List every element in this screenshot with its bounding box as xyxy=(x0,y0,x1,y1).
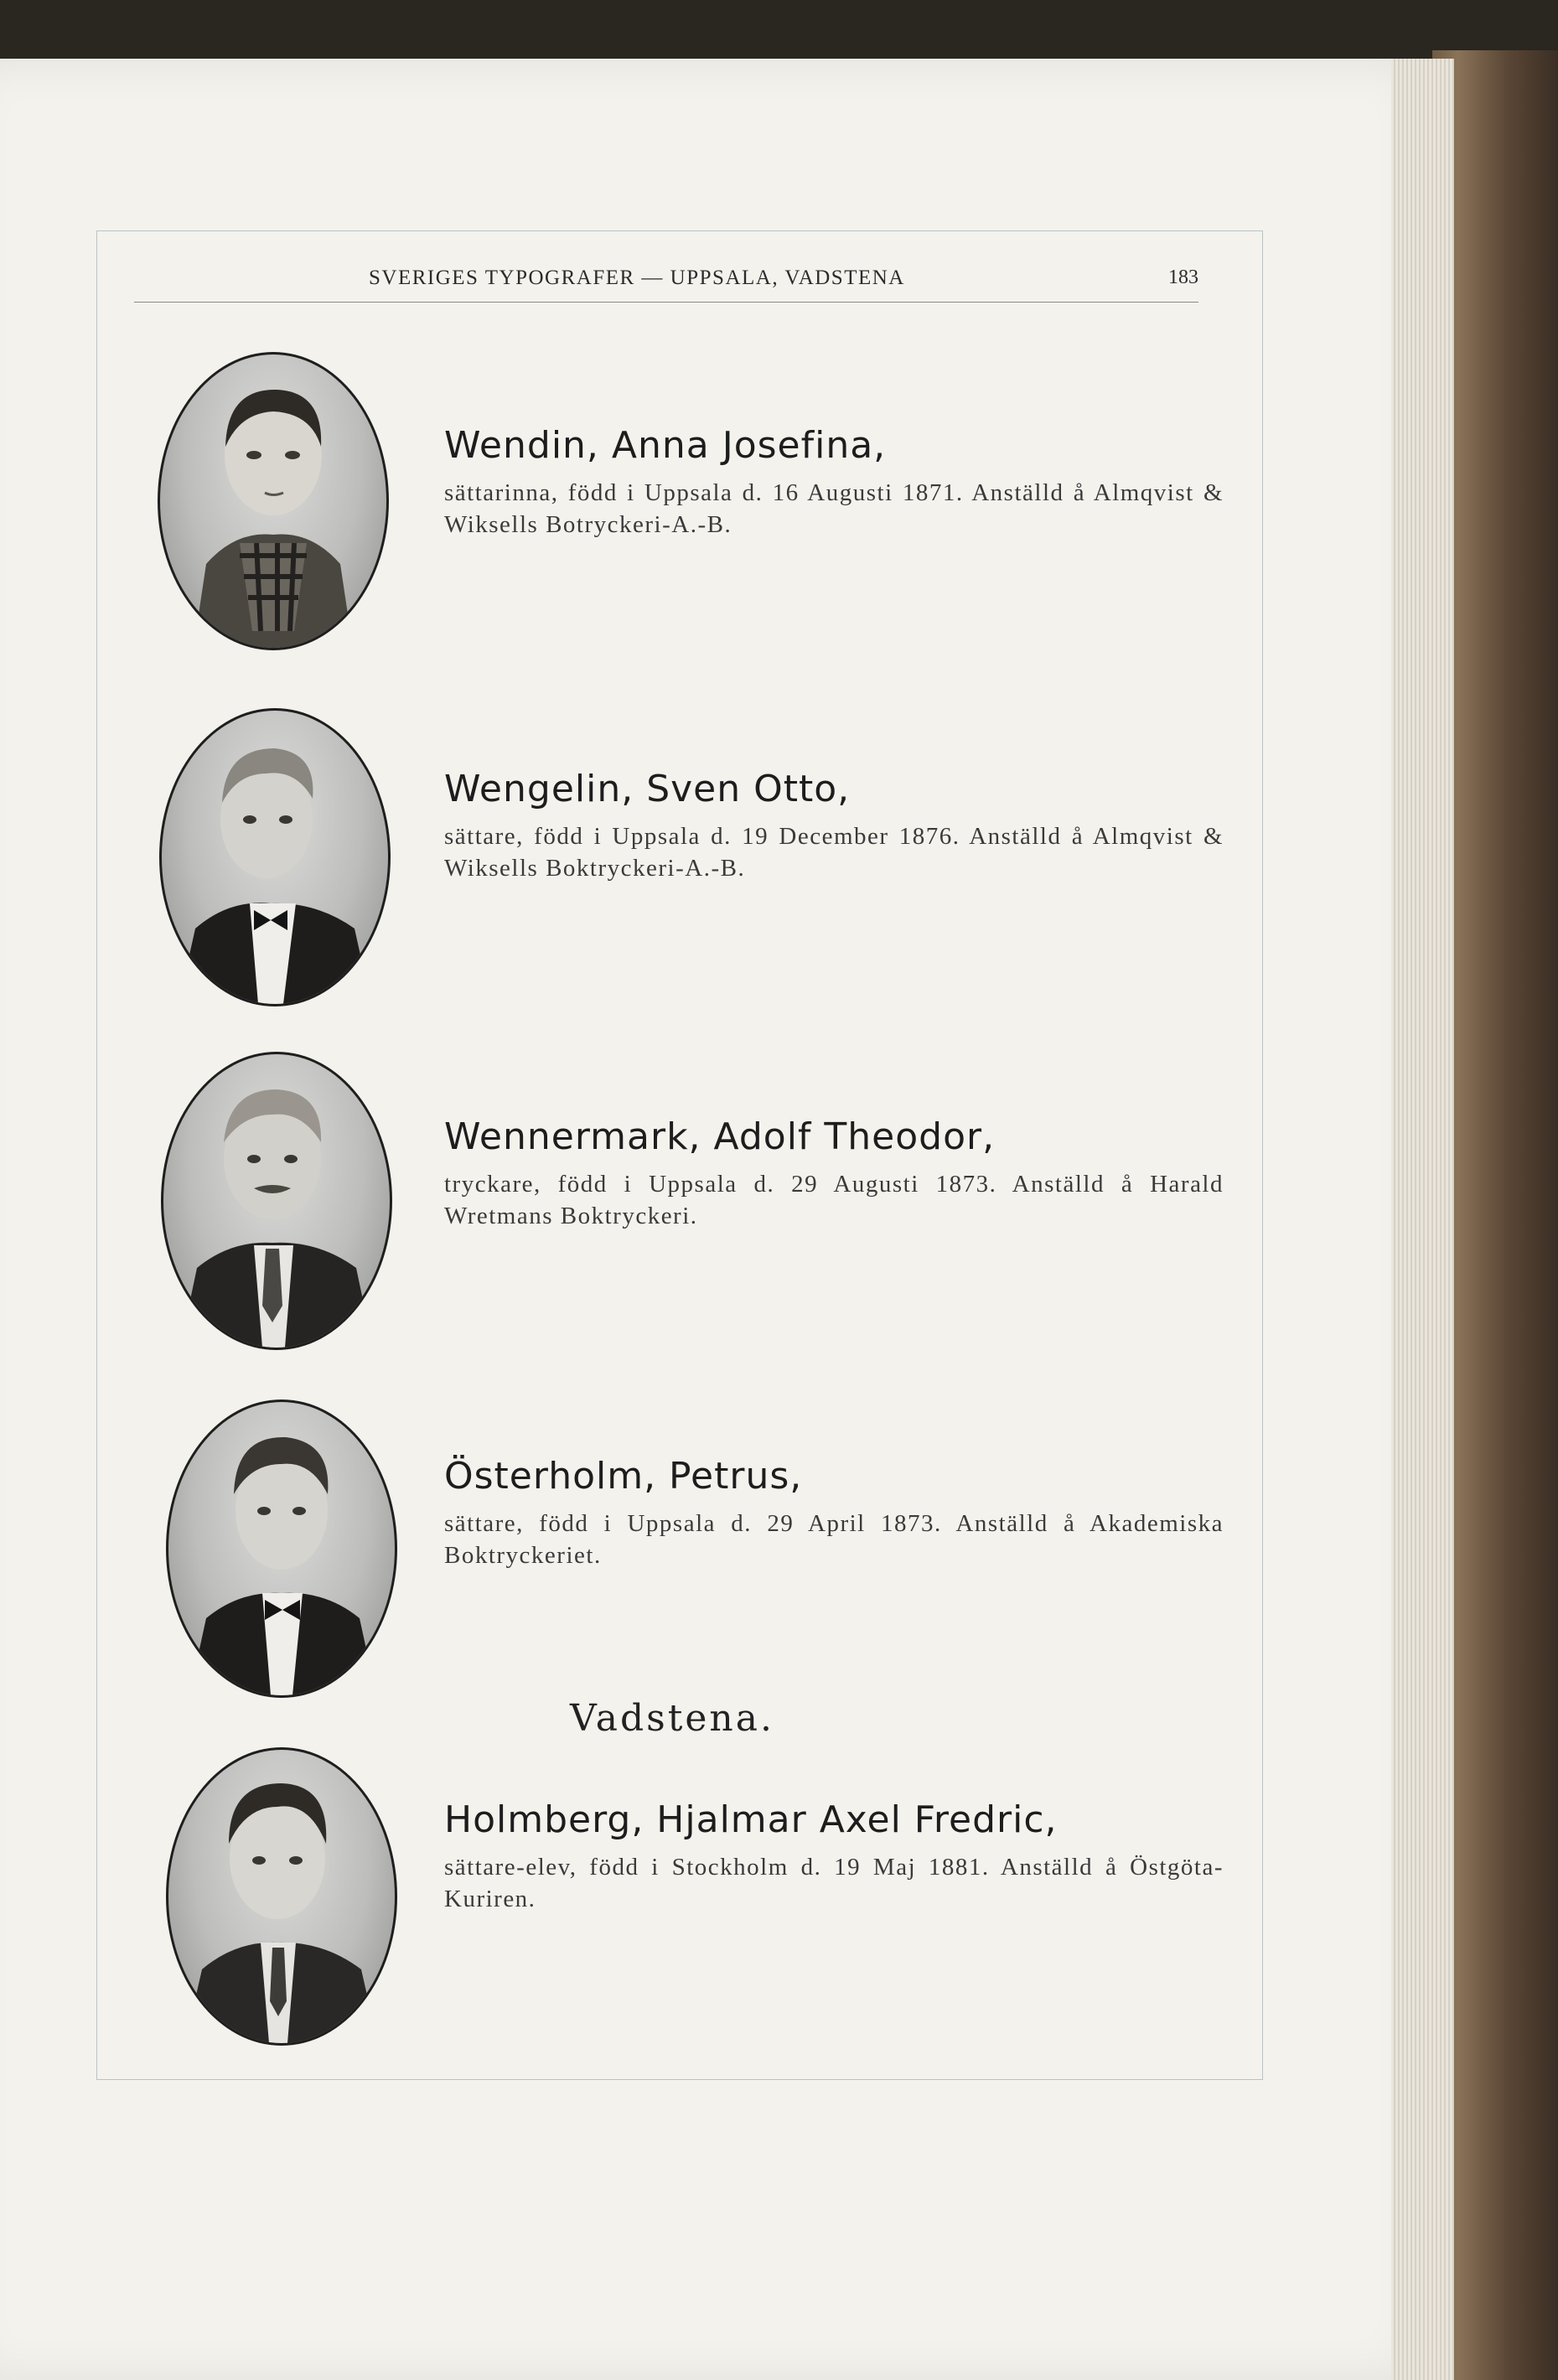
entry-name: Wengelin, Sven Otto, xyxy=(444,768,851,810)
portrait-wengelin xyxy=(159,708,391,1006)
portrait-wendin xyxy=(158,352,389,650)
entry-wendin xyxy=(444,423,1224,541)
man-portrait-icon xyxy=(162,711,388,1004)
entry-text: sättare, född i Uppsala d. 29 April 1873. Anställd å Akademiska Boktryckeriet. xyxy=(444,1510,1224,1569)
entry-text: sättare, född i Uppsala d. 19 December 1876. Anställd å Almqvist & Wiksells Boktryckeri-A.-B. xyxy=(444,823,1224,882)
entry-osterholm xyxy=(444,1454,1224,1571)
entry-name: Österholm, Petrus, xyxy=(444,1455,803,1498)
portrait-osterholm xyxy=(166,1400,397,1698)
entry-name: Wendin, Anna Josefina, xyxy=(444,424,887,467)
entry-text: sättare-elev, född i Stockholm d. 19 Maj 1881. Anställd å Östgöta-Kuriren. xyxy=(444,1854,1224,1912)
section-heading: Vadstena. xyxy=(570,1697,774,1740)
man-portrait-icon xyxy=(168,1402,395,1695)
entry-name: Wennermark, Adolf Theodor, xyxy=(444,1115,996,1158)
portrait-wennermark xyxy=(161,1052,392,1350)
entry-wengelin xyxy=(444,767,1224,884)
entry-holmberg xyxy=(444,1798,1224,1915)
page-edges xyxy=(1391,59,1454,2380)
man-portrait-icon xyxy=(168,1750,395,2043)
page-number: 183 xyxy=(1168,266,1198,288)
running-head xyxy=(134,260,1198,303)
man-portrait-icon xyxy=(163,1054,390,1348)
portrait-holmberg xyxy=(166,1747,397,2046)
entry-name: Holmberg, Hjalmar Axel Fredric, xyxy=(444,1798,1058,1841)
running-head-title: SVERIGES TYPOGRAFER — UPPSALA, VADSTENA xyxy=(369,266,905,289)
entry-text: sättarinna, född i Uppsala d. 16 Augusti 1871. Anställd å Almqvist & Wiksells Botryckeri-A.-B. xyxy=(444,479,1224,538)
entry-wennermark xyxy=(444,1115,1224,1232)
entry-text: tryckare, född i Uppsala d. 29 Augusti 1873. Anställd å Harald Wretmans Boktryckeri. xyxy=(444,1171,1224,1229)
woman-portrait-icon xyxy=(160,354,386,648)
